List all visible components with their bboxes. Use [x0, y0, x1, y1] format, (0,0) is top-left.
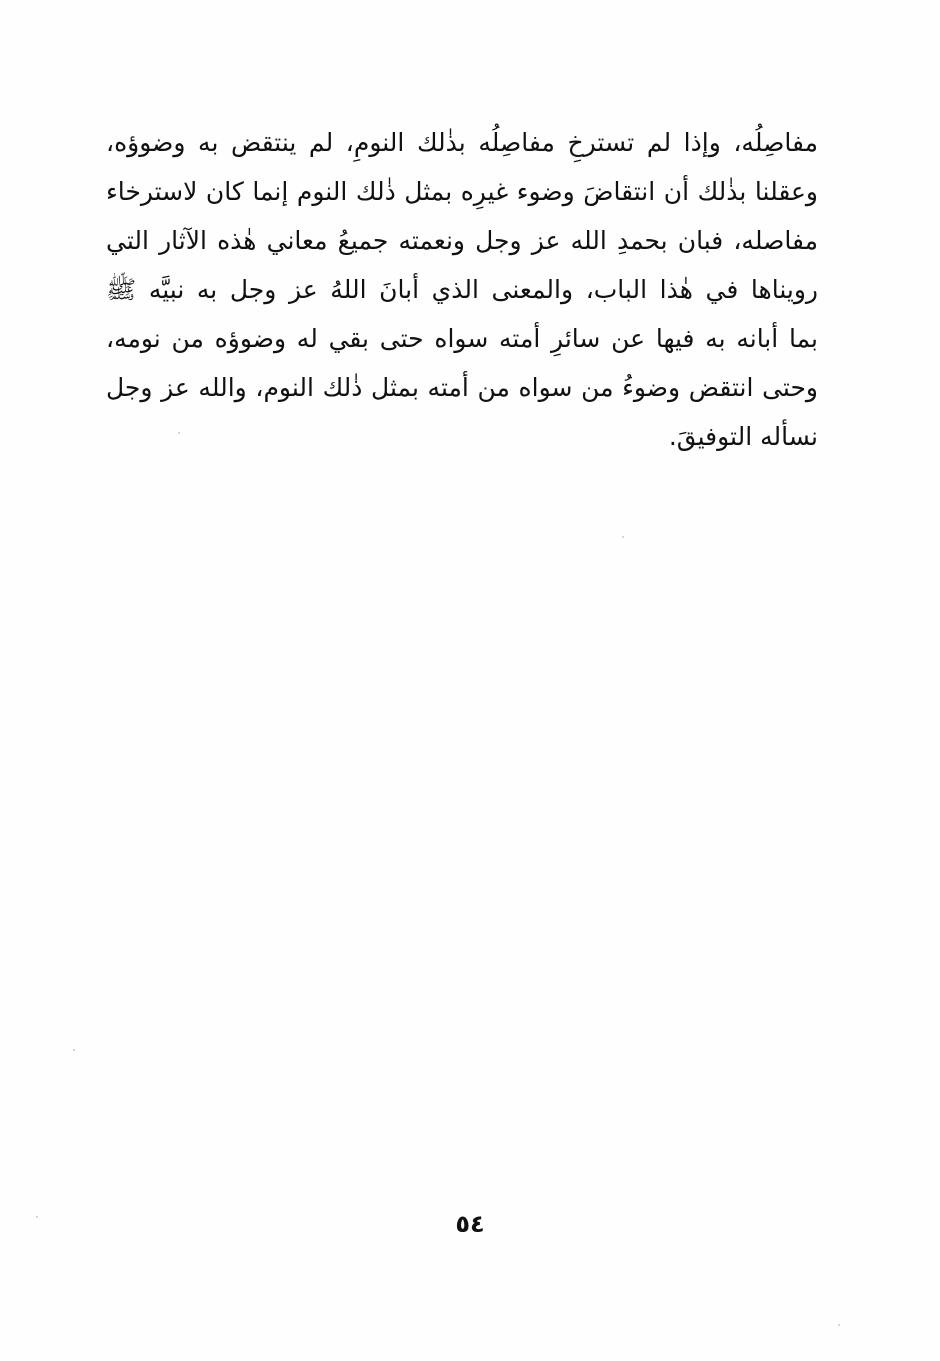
scan-speck [178, 432, 180, 434]
text-line-4: رويناها في هٰذا الباب، والمعنى الذي أبانَ اللهُ عز وجل به نبيَّه ﷺ [106, 275, 818, 304]
scan-speck [36, 1216, 38, 1218]
text-line-3: مفاصله، فبان بحمدِ الله عز وجل ونعمته جميعُ معاني هٰذه الآثار التي [106, 226, 818, 255]
text-line-1: مفاصِلُه، وإذا لم تسترخِ مفاصِلُه بذٰلك النومِ، لم ينتقض به وضوؤه، [106, 128, 818, 157]
body-text [106, 118, 818, 461]
text-line-2: وعقلنا بذٰلك أن انتقاضَ وضوء غيرِه بمثل ذٰلك النوم إنما كان لاسترخاء [106, 177, 818, 206]
text-line-6: وحتى انتقض وضوءُ من سواه من أمته بمثل ذٰلك النوم، والله عز وجل [106, 373, 818, 402]
scan-speck [838, 1324, 840, 1326]
scan-speck [73, 1049, 75, 1051]
text-line-7: نسأله التوفيقَ. [668, 422, 818, 451]
text-line-5: بما أبانه به فيها عن سائرِ أمته سواه حتى بقي له وضوؤه من نومه، [106, 324, 818, 353]
scan-speck [622, 536, 624, 538]
page-number: ٥٤ [455, 1210, 485, 1238]
